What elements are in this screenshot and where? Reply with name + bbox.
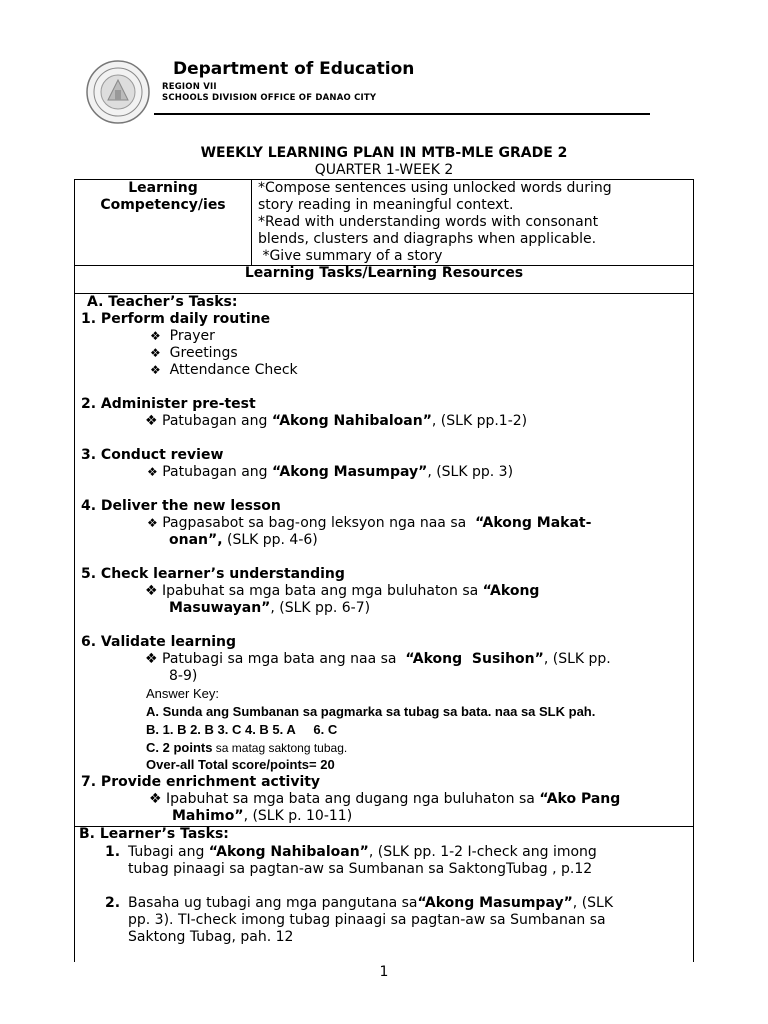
learner-item-2-number: 2. [105,895,121,911]
step-3-detail: ❖ Patubagan ang “Akong Masumpay”, (SLK pp. 3) [147,464,514,480]
step-7-detail: ❖ Ipabuhat sa mga bata ang dugang nga buluhaton sa “Ako Pang [149,791,621,807]
learner-item-1-cont: tubag pinaagi sa pagtan-aw sa Sumbanan sa SaktongTubag , p.12 [128,861,593,877]
bullet-icon: ❖ [150,363,161,377]
learner-item-1-number: 1. [105,844,121,860]
competency-line: *Read with understanding words with consonant [258,214,599,230]
step-7-detail-cont: Mahimo”, (SLK p. 10-11) [172,808,353,824]
bullet-icon: ❖ [147,465,158,479]
routine-item-prayer: ❖ Prayer [150,328,215,344]
tasks-header: Learning Tasks/Learning Resources [244,265,524,281]
step-6-detail: ❖ Patubagi sa mga bata ang naa sa “Akong Susihon”, (SLK pp. [145,651,611,667]
step-5-detail-cont: Masuwayan”, (SLK pp. 6-7) [169,600,371,616]
competency-label-line1: Learning [128,180,198,196]
step-4-detail: ❖ Pagpasabot sa bag-ong leksyon nga naa sa “Akong Makat- [147,515,592,531]
step-6-title: 6. Validate learning [81,634,236,650]
routine-item-greetings: ❖ Greetings [150,345,238,361]
competency-line: story reading in meaningful context. [258,197,514,213]
competency-line: *Compose sentences using unlocked words during [258,180,612,196]
plan-subtitle: QUARTER 1-WEEK 2 [314,162,454,178]
step-1-title: 1. Perform daily routine [81,311,271,327]
step-7-title: 7. Provide enrichment activity [81,774,321,790]
answer-key-total: Over-all Total score/points= 20 [146,757,335,772]
deped-seal-logo [86,60,150,124]
division-label: SCHOOLS DIVISION OFFICE OF DANAO CITY [162,93,377,103]
bullet-icon: ❖ [149,791,162,807]
learning-plan-table [74,179,694,962]
competency-line: *Give summary of a story [258,248,443,264]
routine-item-attendance: ❖ Attendance Check [150,362,298,378]
step-2-detail: ❖ Patubagan ang “Akong Nahibaloan”, (SLK pp.1-2) [145,413,528,429]
learner-item-1: Tubagi ang “Akong Nahibaloan”, (SLK pp. 1-2 I-check ang imong [128,844,597,860]
learner-tasks-heading: B. Learner’s Tasks: [79,826,229,842]
bullet-icon: ❖ [145,583,158,599]
step-6-detail-cont: 8-9) [169,668,198,684]
header-divider [154,113,650,115]
answer-key-title: Answer Key: [146,686,219,701]
column-divider [251,180,252,265]
step-2-title: 2. Administer pre-test [81,396,256,412]
bullet-icon: ❖ [147,516,158,530]
answer-key-line-b: B. 1. B 2. B 3. C 4. B 5. A 6. C [146,722,338,737]
step-3-title: 3. Conduct review [81,447,224,463]
step-4-title: 4. Deliver the new lesson [81,498,281,514]
answer-key-line-c: C. 2 points sa matag saktong tubag. [146,740,348,755]
answer-key-line-a: A. Sunda ang Sumbanan sa pagmarka sa tubag sa bata. naa sa SLK pah. [146,704,596,719]
step-4-detail-cont: onan”, (SLK pp. 4-6) [169,532,318,548]
bullet-icon: ❖ [150,346,161,360]
department-title: Department of Education [173,59,415,79]
region-label: REGION VII [162,82,217,92]
bullet-icon: ❖ [150,329,161,343]
learner-item-2-cont2: Saktong Tubag, pah. 12 [128,929,294,945]
page-number: 1 [379,964,389,980]
bullet-icon: ❖ [145,413,158,429]
step-5-detail: ❖ Ipabuhat sa mga bata ang mga buluhaton sa “Akong [145,583,540,599]
bullet-icon: ❖ [145,651,158,667]
competency-line: blends, clusters and diagraphs when applicable. [258,231,597,247]
competency-label-line2: Competency/ies [100,197,226,213]
learner-item-2-cont: pp. 3). TI-check imong tubag pinaagi sa pagtan-aw sa Sumbanan sa [128,912,606,928]
plan-title: WEEKLY LEARNING PLAN IN MTB-MLE GRADE 2 [200,145,568,161]
teacher-tasks-heading: A. Teacher’s Tasks: [87,294,238,310]
step-5-title: 5. Check learner’s understanding [81,566,345,582]
learner-item-2: Basaha ug tubagi ang mga pangutana sa“Akong Masumpay”, (SLK [128,895,614,911]
